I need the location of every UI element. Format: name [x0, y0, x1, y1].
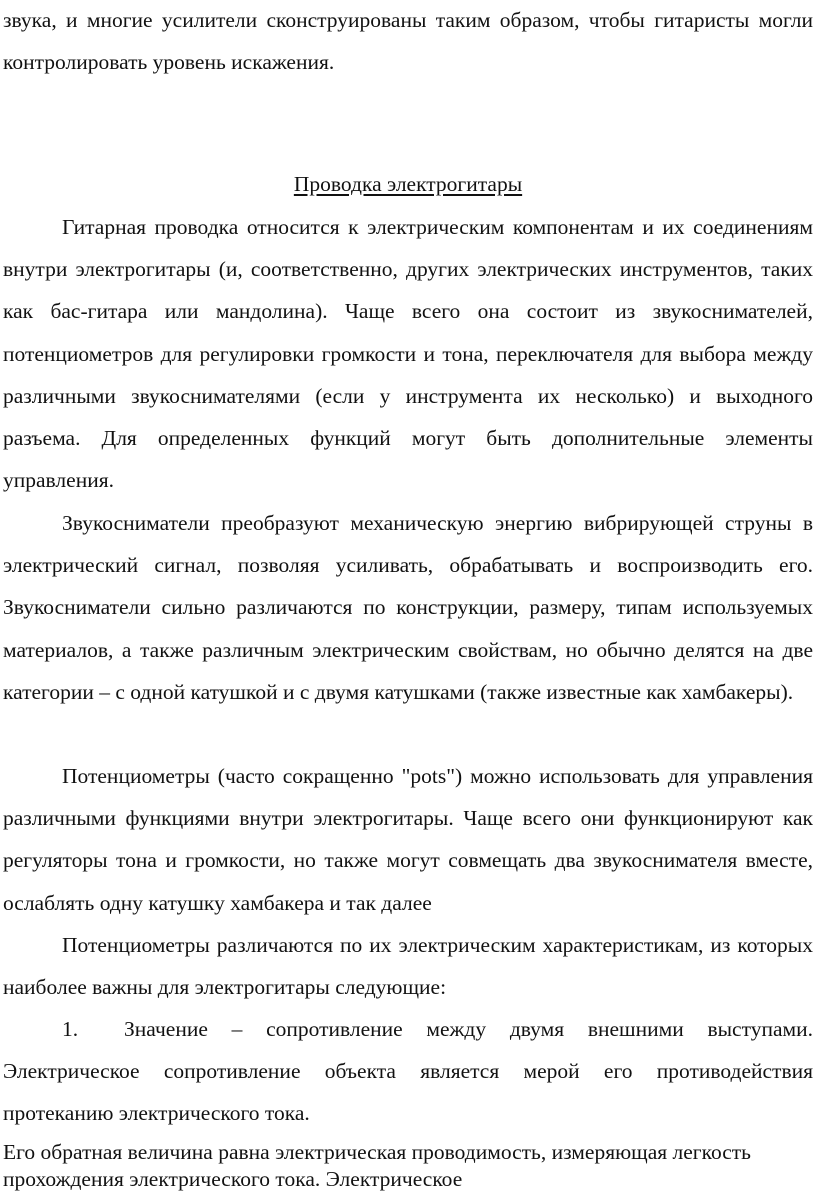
- section-heading: [0, 163, 816, 205]
- paragraph-wiring: Гитарная проводка относится к электрическим компонентам и их соединениям внутри электрогитары (и, соответственно, других электрических инструментов, таких как бас-гитара или мандолина). Чаще всего она состоит из звукоснимателей, потенциометров для регулировки громкости и тона, переключателя для выбора между различными звукоснимателями (если у инструмента их несколько) и выходного разъема. Для определенных функций могут быть дополнительные элементы управления.: [3, 215, 813, 493]
- section-heading-text: Проводка электрогитары: [293, 172, 523, 196]
- intro-paragraph: звука, и многие усилители сконструированы таким образом, чтобы гитаристы могли контролировать уровень искажения.: [3, 8, 813, 75]
- list-item-text: Значение – сопротивление между двумя внешними выступами. Электрическое сопротивление объекта является мерой его противодействия протеканию электрического тока.: [3, 1017, 813, 1126]
- list-item: [3, 1008, 813, 1135]
- paragraph-pickups: Звукосниматели преобразуют механическую энергию вибрирующей струны в электрический сигнал, позволяя усиливать, обрабатывать и воспроизводить его. Звукосниматели сильно различаются по конструкции, размеру, типам используемых материалов, а также различным электрическим свойствам, но обычно делятся на две категории – с одной катушкой и с двумя катушками (также известные как хамбакеры).: [3, 511, 813, 704]
- paragraph-pot-characteristics: Потенциометры различаются по их электрическим характеристикам, из которых наиболее важны для электрогитары следующие:: [3, 933, 813, 1000]
- list-item-number: 1.: [62, 1017, 79, 1041]
- tail-paragraph: Его обратная величина равна электрическая проводимость, измеряющая легкость прохождения электрического тока. Электрическое: [3, 1140, 751, 1191]
- paragraph-potentiometers: Потенциометры (часто сокращенно "pots") можно использовать для управления различными функциями внутри электрогитары. Чаще всего они функционируют как регуляторы тона и громкости, но также могут совмещать два звукоснимателя вместе, ослаблять одну катушку хамбакера и так далее: [3, 764, 813, 915]
